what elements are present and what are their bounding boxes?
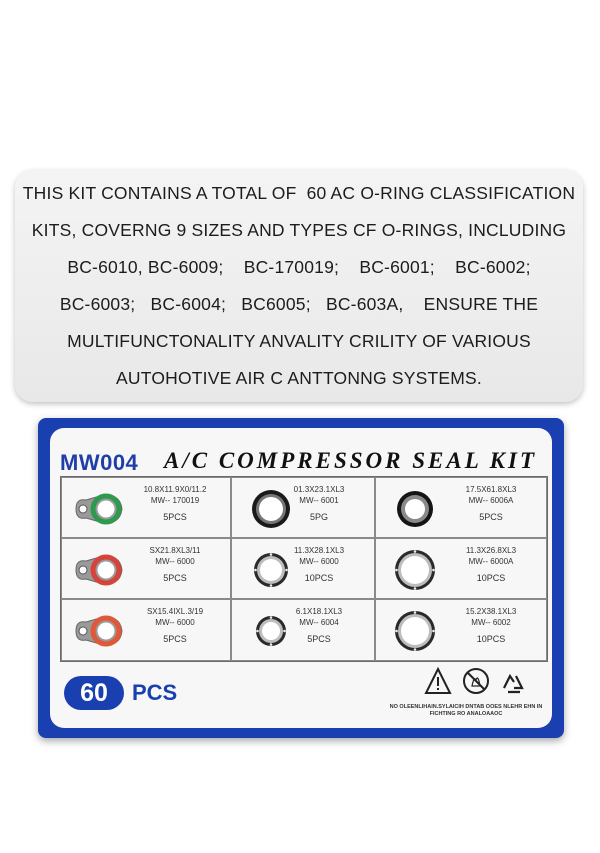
seal-kit-box (38, 418, 564, 738)
seal-code: MW-- 6004 (299, 618, 339, 627)
seal-size: 15.2X38.1XL3 (465, 607, 517, 616)
seal-compartment (231, 538, 375, 599)
warning-icons (424, 666, 534, 698)
seal-size: 6.1X18.1XL3 (295, 607, 343, 616)
seal-ring-image (70, 547, 128, 593)
seal-qty: 10PCS (476, 634, 506, 644)
kit-label-panel (50, 428, 552, 728)
seal-spec (442, 545, 540, 584)
seal-ring-image (386, 608, 444, 654)
seal-spec (126, 484, 224, 523)
seal-compartment (231, 599, 375, 661)
seal-qty: 5PCS (163, 512, 187, 522)
seal-compartment (375, 599, 547, 661)
seal-size: 01.3X23.1XL3 (293, 485, 345, 494)
compartment-grid (60, 476, 548, 662)
description-line: BC-6010, BC-6009; BC-170019; BC-6001; BC-6002; (67, 257, 531, 277)
kit-title: A/C COMPRESSOR SEAL KIT (164, 448, 537, 473)
warning-text: NO OLEENLIHAIN.SYLAICIH DNTAB OOES NLEHR EHN IN FICHTING RO ANALOAAOC (389, 704, 543, 717)
description-line: AUTOHOTIVE AIR C ANTTONNG SYSTEMS. (116, 368, 482, 388)
seal-qty: 5PCS (163, 573, 187, 583)
seal-code: MW-- 6000A (468, 557, 514, 566)
piece-count-badge: 60 (64, 676, 124, 710)
seal-qty: 5PG (309, 512, 328, 522)
seal-ring-image (70, 486, 128, 532)
seal-qty: 5PCS (479, 512, 503, 522)
kit-description-card (15, 170, 583, 402)
seal-code: MW-- 6000 (299, 557, 339, 566)
seal-code: MW-- 6000 (155, 618, 195, 627)
seal-spec (442, 606, 540, 645)
seal-code: MW-- 6006A (468, 496, 514, 505)
seal-size: SX15.4IXL.3/19 (146, 607, 204, 616)
seal-ring-image (386, 547, 444, 593)
seal-size: SX21.8XL3/11 (149, 546, 201, 555)
seal-spec (126, 606, 224, 645)
seal-compartment (61, 538, 231, 599)
seal-compartment (61, 477, 231, 538)
piece-count-unit: PCS (132, 680, 178, 705)
seal-spec (442, 484, 540, 523)
seal-compartment (61, 599, 231, 661)
description-line: BC-6003; BC-6004; BC6005; BC-603A, ENSURE THE (59, 294, 539, 314)
seal-size: 11.3X26.8XL3 (465, 546, 517, 555)
model-number: MW004 (60, 450, 139, 475)
seal-spec (270, 545, 368, 584)
warning-triangle-icon (426, 669, 450, 693)
seal-code: MW-- 170019 (150, 496, 200, 505)
recycle-icon (504, 676, 522, 692)
description-line: MULTIFUNCTONALITY ANVALITY CRILITY OF VARIOUS (67, 331, 531, 351)
seal-compartment (375, 477, 547, 538)
no-burn-icon (464, 669, 488, 693)
seal-qty: 10PCS (476, 573, 506, 583)
seal-qty: 10PCS (304, 573, 334, 583)
seal-spec (270, 606, 368, 645)
seal-ring-image (70, 608, 128, 654)
seal-compartment (231, 477, 375, 538)
seal-code: MW-- 6002 (471, 618, 511, 627)
description-line: KITS, COVERNG 9 SIZES AND TYPES CF O-RINGS, INCLUDING (31, 220, 567, 240)
description-line: THIS KIT CONTAINS A TOTAL OF 60 AC O-RING CLASSIFICATION (22, 183, 576, 203)
seal-code: MW-- 6000 (155, 557, 195, 566)
seal-ring-image (386, 486, 444, 532)
seal-qty: 5PCS (163, 634, 187, 644)
seal-spec (126, 545, 224, 584)
seal-compartment (375, 538, 547, 599)
seal-code: MW-- 6001 (299, 496, 339, 505)
seal-size: 10.8X11.9X0/11.2 (143, 485, 207, 494)
seal-size: 11.3X28.1XL3 (293, 546, 345, 555)
seal-qty: 5PCS (307, 634, 331, 644)
seal-spec (270, 484, 368, 523)
seal-size: 17.5X61.8XL3 (465, 485, 517, 494)
